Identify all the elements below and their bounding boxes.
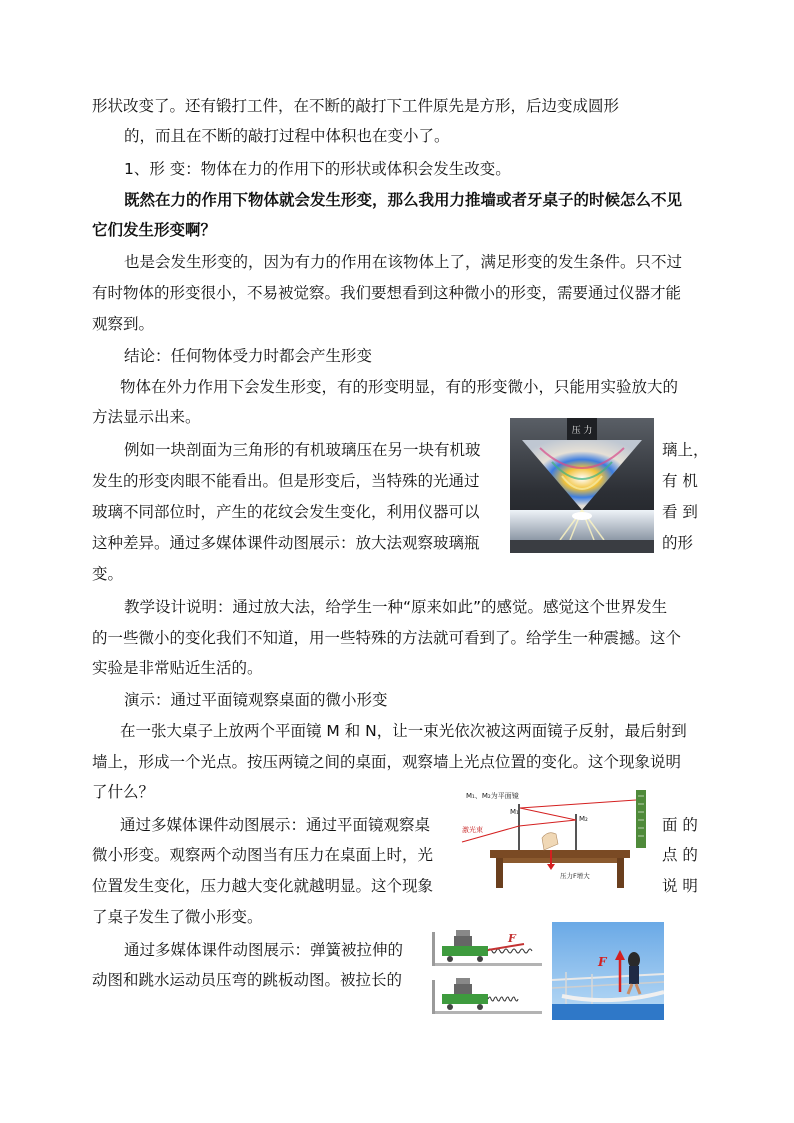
diver-photo [552, 922, 664, 1020]
mirror-desk-diagram [460, 786, 656, 892]
text-line: 通过多媒体课件动图展示：通过平面镜观察桌 [120, 816, 431, 834]
text-line: 有时物体的形变很小，不易被觉察。我们要想看到这种微小的形变，需要通过仪器才能 [92, 284, 682, 302]
text-line: 也是会发生形变的，因为有力的作用在该物体上了，满足形变的发生条件。只不过 [124, 253, 683, 271]
text-line-end: 说 明 [662, 877, 698, 895]
mirror-caption: M₁、M₂为平面镜 [466, 792, 519, 800]
text-line: 墙上，形成一个光点。按压两镜之间的桌面，观察墙上光点位置的变化。这个现象说明 [92, 753, 682, 771]
text-line-end: 面 的 [662, 816, 698, 834]
question-line: 它们发生形变啊？ [92, 221, 217, 239]
text-line: 在一张大桌子上放两个平面镜 M 和 N，让一束光依次被这两面镜子反射，最后射到 [120, 722, 687, 740]
text-line-end: 璃上， [662, 441, 709, 459]
wall-ruler [636, 790, 646, 848]
desk-top [490, 850, 630, 858]
question-line: 既然在力的作用下物体就会发生形变，那么我用力推墙或者牙桌子的时候怎么不见 [124, 191, 683, 209]
diver [628, 952, 640, 968]
text-line: 方法显示出来。 [92, 408, 201, 426]
text-line: 物体在外力作用下会发生形变，有的形变明显，有的形变微小，只能用实验放大的 [120, 378, 679, 396]
text-line: 了什么？ [92, 783, 155, 801]
stretched-spring-setup [432, 930, 542, 966]
text-line-end: 点 的 [662, 846, 698, 864]
desk-leg [496, 858, 503, 888]
desk-leg [617, 858, 624, 888]
text-line: 形状改变了。还有锻打工件，在不断的敲打下工件原先是方形，后边变成圆形 [92, 97, 620, 115]
relaxed-spring-setup [432, 978, 542, 1014]
text-line: 发生的形变肉眼不能看出。但是形变后，当特殊的光通过 [92, 472, 480, 490]
pressure-label: 压 力 [571, 426, 593, 436]
text-line: 教学设计说明：通过放大法，给学生一种“原来如此”的感觉。感觉这个世界发生 [124, 598, 668, 616]
text-line: 位置发生变化，压力越大变化就越明显。这个现象 [92, 877, 434, 895]
text-line: 通过多媒体课件动图展示：弹簧被拉伸的 [124, 941, 404, 959]
photoelastic-glass-figure [510, 418, 654, 553]
text-line: 微小形变。观察两个动图当有压力在桌面上时，光 [92, 846, 434, 864]
spring-diagram [428, 922, 546, 1020]
m2-label: M₂ [579, 815, 588, 823]
photoelastic-glass-image [510, 418, 654, 553]
force-label: F [598, 955, 607, 969]
laser-label: 激光束 [462, 826, 483, 834]
mirror-desk-figure [460, 786, 656, 892]
text-line: 的，而且在不断的敲打过程中体积也在变小了。 [124, 127, 450, 145]
text-line: 了桌子发生了微小形变。 [92, 908, 263, 926]
text-line: 这种差异。通过多媒体课件动图展示：放大法观察玻璃瓶 [92, 534, 480, 552]
text-line: 玻璃不同部位时，产生的花纹会发生变化，利用仪器可以 [92, 503, 480, 521]
definition-line: 1、形 变：物体在力的作用下的形状或体积会发生改变。 [124, 160, 511, 178]
m1-label: M₁ [510, 808, 519, 816]
text-line-end: 有 机 [662, 472, 698, 490]
text-line: 动图和跳水运动员压弯的跳板动图。被拉长的 [92, 971, 403, 989]
force-label: F [508, 932, 516, 945]
text-line: 观察到。 [92, 315, 155, 333]
hand-icon [542, 833, 558, 850]
text-line: 的一些微小的变化我们不知道，用一些特殊的方法就可看到了。给学生一种震撼。这个 [92, 629, 682, 647]
conclusion-line: 结论：任何物体受力时都会产生形变 [124, 347, 373, 365]
force-label: 压力F增大 [560, 872, 590, 880]
text-line: 实验是非常贴近生活的。 [92, 659, 263, 677]
diver-figure [552, 922, 664, 1020]
demo-line: 演示：通过平面镜观察桌面的微小形变 [124, 691, 388, 709]
text-line-end: 的形 [662, 534, 694, 552]
text-line: 变。 [92, 565, 124, 583]
text-line-end: 看 到 [662, 503, 698, 521]
text-line: 例如一块剖面为三角形的有机玻璃压在另一块有机玻 [124, 441, 481, 459]
spring-figure [428, 922, 546, 1020]
